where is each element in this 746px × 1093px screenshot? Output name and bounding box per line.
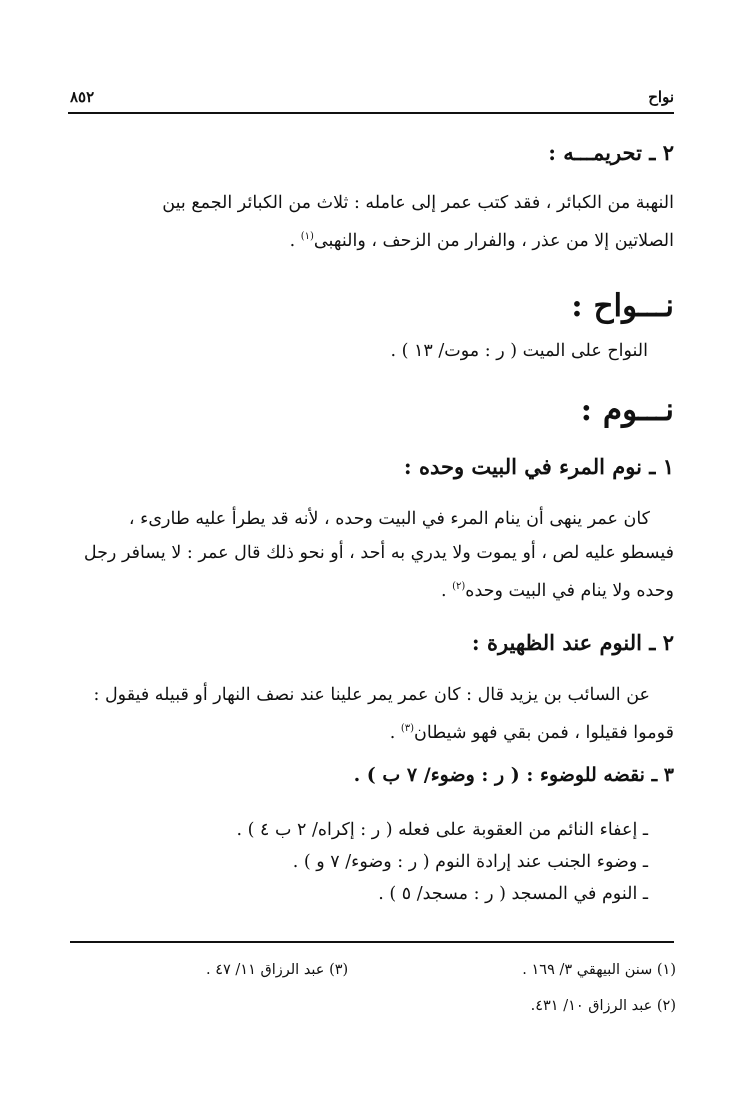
- list-item: ـ وضوء الجنب عند إرادة النوم ( ر : وضوء/ ٧ و ) .: [292, 852, 648, 872]
- footnote-ref-2: (٢): [452, 581, 466, 592]
- sub3-crossref-list: [68, 814, 648, 910]
- entry-heading-nawm: نـــوم :: [580, 392, 674, 428]
- list-item: ـ إعفاء النائم من العقوبة على فعله ( ر : إكراه/ ٢ ب ٤ ) .: [236, 820, 648, 840]
- sub2-paragraph: [68, 678, 674, 750]
- tahrim-line-2: الصلاتين إلا من عذر ، والفرار من الزحف ، والنهبى$^{(١)}$ .: [289, 230, 674, 251]
- subsection-heading-1: ١ ـ نوم المرء في البيت وحده :: [403, 454, 674, 479]
- subsection-heading-2: ٢ ـ النوم عند الظهيرة :: [471, 630, 674, 655]
- subsection-heading-3: ٣ ـ نقضه للوضوء : ( ر : وضوء/ ٧ ب ) .: [353, 764, 674, 786]
- footnote-ref-3: (٣): [400, 723, 415, 734]
- sub1-paragraph: [68, 502, 674, 608]
- list-item: ـ النوم في المسجد ( ر : مسجد/ ٥ ) .: [378, 884, 648, 904]
- tahrim-line-1: النهبة من الكبائر ، فقد كتب عمر إلى عامله : ثلاث من الكبائر الجمع بين: [162, 193, 674, 213]
- footnote-3: (٣) عبد الرزاق ١١/ ٤٧ .: [206, 962, 349, 978]
- header-rule: [68, 112, 674, 114]
- sub1-line-3: وحده ولا ينام في البيت وحده$^{(٢)}$ .: [440, 580, 674, 601]
- sub1-line-2: فيسطو عليه لص ، أو يموت ولا يدري به أحد ، أو نحو ذلك قال عمر : لا يسافر رجل: [83, 543, 674, 563]
- entry-heading-nawah: نـــواح :: [571, 288, 674, 324]
- nawah-crossref: النواح على الميت ( ر : موت/ ١٣ ) .: [390, 341, 648, 361]
- footnote-2: (٢) عبد الرزاق ١٠/ ٤٣١.: [530, 998, 676, 1014]
- sub1-line-1: كان عمر ينهى أن ينام المرء في البيت وحده ، لأنه قد يطرأ عليه طارىء ،: [128, 509, 650, 529]
- sub2-line-2: قوموا فقيلوا ، فمن بقي فهو شيطان$^{(٣)}$ .: [389, 722, 674, 743]
- page-number: ٨٥٢: [70, 88, 95, 106]
- section-heading-tahrim: ٢ ـ تحريمـــه :: [548, 140, 674, 165]
- tahrim-paragraph: [68, 186, 674, 258]
- footnote-1: (١) سنن البيهقي ٣/ ١٦٩ .: [522, 962, 676, 978]
- footnote-ref-1: (١): [300, 231, 314, 242]
- footnote-rule: [70, 941, 674, 943]
- sub2-line-1: عن السائب بن يزيد قال : كان عمر يمر علينا عند نصف النهار أو قبيله فيقول :: [93, 685, 650, 705]
- running-title: نواح: [648, 88, 674, 106]
